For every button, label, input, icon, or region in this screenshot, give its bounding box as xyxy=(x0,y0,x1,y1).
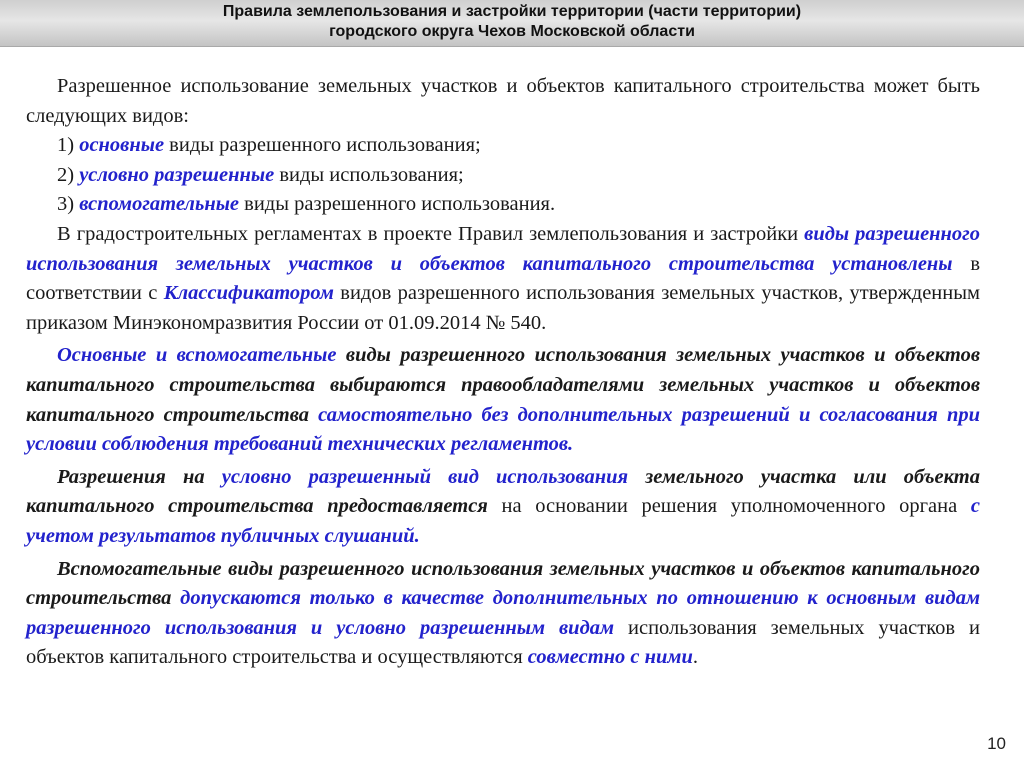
list-item-1 xyxy=(26,131,980,161)
list-term: условно разрешенные xyxy=(79,163,275,186)
bold-italic-run: Разрешения на xyxy=(57,465,222,488)
classifier-term: Классификатором xyxy=(163,282,334,305)
text-run: . xyxy=(692,646,698,669)
main-auxiliary-paragraph xyxy=(26,341,980,459)
list-item-3 xyxy=(26,190,980,220)
bold-italic-run: Вспомогательные виды разрешенного использования земельных участков и объектов капитального строительства xyxy=(26,557,980,610)
list-term: основные xyxy=(79,134,165,157)
emphasis-run: виды разрешенного использования земельных участков и объектов капитального строительства установлены xyxy=(26,222,980,275)
list-number: 2) xyxy=(57,163,80,186)
text-run: В градостроительных регламентах в проекте Правил землепользования и застройки xyxy=(57,222,805,245)
list-rest: виды использования; xyxy=(274,163,464,186)
auxiliary-use-paragraph xyxy=(26,555,980,673)
header-title-line2: городского округа Чехов Московской области xyxy=(329,23,695,40)
text-run: использования земельных участков и объектов капитального строительства и осуществляются xyxy=(26,616,980,669)
list-item-2 xyxy=(26,161,980,191)
bold-italic-run: виды разрешенного использования земельных участков и объектов капитального строительства выбираются правообладателями земельных участков и объектов капитального строительства xyxy=(26,344,980,426)
emphasis-run: допускаются только в качестве дополнительных по отношению к основным видам разрешенного использования и условно разрешенным видам xyxy=(26,587,980,639)
list-term: вспомогательные xyxy=(79,193,240,216)
regulations-paragraph xyxy=(26,220,980,338)
header-title-line1: Правила землепользования и застройки территории (части территории) xyxy=(222,3,802,20)
slide-body xyxy=(26,72,980,673)
text-run: в соответствии с xyxy=(26,252,980,305)
emphasis-run: совместно с ними xyxy=(527,646,693,669)
emphasis-run: самостоятельно без дополнительных разрешений и согласования при условии соблюдения требований технических регламентов. xyxy=(26,403,980,456)
text-run: на основании решения уполномоченного органа xyxy=(487,495,971,518)
list-rest: виды разрешенного использования; xyxy=(164,134,481,157)
emphasis-run: с учетом результатов публичных слушаний. xyxy=(26,495,980,547)
slide-header xyxy=(0,0,1024,47)
bold-italic-run: земельного участка или объекта капитального строительства предоставляется xyxy=(26,465,980,518)
emphasis-run: условно разрешенный вид использования xyxy=(221,465,629,488)
conditional-use-paragraph xyxy=(26,463,980,552)
text-run: видов разрешенного использования земельных участков, утвержденным приказом Минэкономразвития России от 01.09.2014 № 540. xyxy=(26,282,980,334)
list-rest: виды разрешенного использования. xyxy=(239,193,556,216)
list-number: 3) xyxy=(57,193,80,216)
emphasis-run: Основные и вспомогательные xyxy=(57,344,337,367)
page-number: 10 xyxy=(987,734,1006,753)
intro-paragraph: Разрешенное использование земельных участков и объектов капитального строительства может быть следующих видов: xyxy=(26,75,980,127)
list-number: 1) xyxy=(57,134,80,157)
